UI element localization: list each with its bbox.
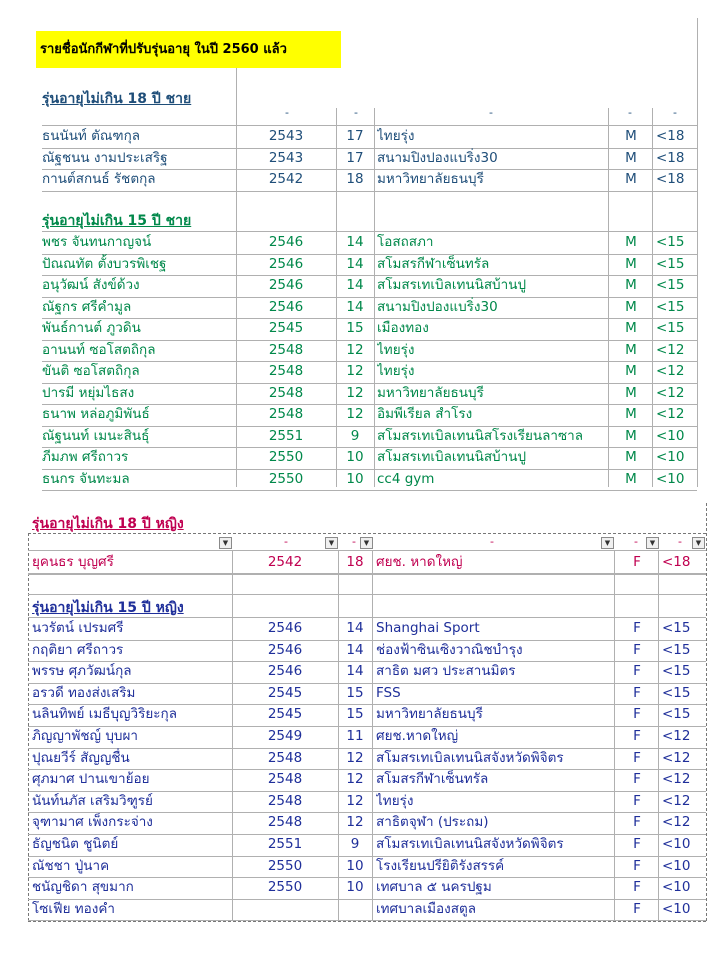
club-cell[interactable]: มหาวิทยาลัยธนบุรี <box>377 384 484 401</box>
age-class-cell[interactable]: <15 <box>662 663 691 680</box>
age-cell[interactable]: 18 <box>346 554 364 570</box>
birth-year-cell[interactable]: 2543 <box>268 149 304 166</box>
age-class-cell[interactable]: <10 <box>656 449 685 465</box>
age-class-cell[interactable]: <10 <box>662 857 691 874</box>
age-cell[interactable]: 12 <box>346 792 364 809</box>
birth-year-cell[interactable]: 2548 <box>268 341 304 358</box>
age-class-cell[interactable]: <18 <box>656 171 685 187</box>
birth-year-cell[interactable]: 2549 <box>267 728 303 744</box>
age-cell[interactable]: 14 <box>346 620 364 636</box>
player-name-cell[interactable]: ณัฐกร ศรีคำมูล <box>42 298 132 315</box>
club-cell[interactable]: ศยช. หาดใหญ่ <box>376 554 463 570</box>
gender-cell[interactable]: M <box>625 277 637 293</box>
grid-line <box>42 191 697 192</box>
birth-year-cell[interactable]: 2546 <box>268 234 304 250</box>
birth-year-cell[interactable]: 2548 <box>268 406 304 422</box>
age-cell[interactable]: 14 <box>346 277 364 293</box>
age-class-cell[interactable]: <10 <box>662 900 691 917</box>
table-row[interactable] <box>0 232 720 253</box>
age-cell[interactable]: 12 <box>346 406 364 422</box>
club-cell[interactable]: FSS <box>376 684 401 701</box>
player-name-cell[interactable]: นวรัตน์ เปรมศรี <box>32 620 124 636</box>
gender-cell[interactable]: M <box>625 128 637 144</box>
player-name-cell[interactable]: ปารมี หยุ่มไธสง <box>42 384 135 401</box>
age-class-cell[interactable]: <12 <box>662 814 691 831</box>
birth-year-cell[interactable]: 2551 <box>267 836 303 852</box>
birth-year-cell[interactable]: 2548 <box>267 749 303 766</box>
section-heading-girls-u18: รุ่นอายุไม่เกิน 18 ปี หญิง <box>32 516 184 532</box>
birth-year-cell[interactable]: 2551 <box>268 427 304 444</box>
table-row[interactable] <box>0 552 720 573</box>
gender-cell[interactable]: M <box>625 363 637 379</box>
birth-year-cell[interactable]: 2548 <box>267 771 303 788</box>
gender-cell[interactable]: M <box>625 255 637 272</box>
player-name-cell[interactable]: ณัชชา ปู่นาค <box>32 857 110 874</box>
table-row[interactable] <box>0 404 720 425</box>
player-name-cell[interactable]: พชร จันทนกาญจน์ <box>42 234 152 250</box>
table-row[interactable] <box>0 383 720 404</box>
table-row[interactable] <box>0 834 720 855</box>
player-name-cell[interactable]: พรรษ ศุภวัฒน์กุล <box>32 663 132 680</box>
birth-year-cell[interactable]: 2545 <box>267 684 303 701</box>
filter-dropdown-icon[interactable]: ▼ <box>601 537 614 549</box>
gender-cell[interactable]: M <box>625 470 637 487</box>
table-row[interactable] <box>0 640 720 661</box>
club-cell[interactable]: สโมสรเทเบิลเทนนิสบ้านปู <box>377 449 527 465</box>
filter-dash: - <box>490 535 494 548</box>
age-cell[interactable]: 9 <box>350 427 360 444</box>
birth-year-cell[interactable]: 2545 <box>268 320 304 336</box>
age-class-cell[interactable]: <18 <box>656 128 685 144</box>
filter-dash: - <box>354 106 358 119</box>
age-class-cell[interactable]: <15 <box>662 620 691 636</box>
filter-dash: - <box>634 535 638 548</box>
table-row[interactable] <box>0 683 720 704</box>
club-cell[interactable]: สโมสรเทเบิลเทนนิสโรงเรียนลาซาล <box>377 427 584 444</box>
grid-line <box>28 920 706 921</box>
club-cell[interactable]: ศยช.หาดใหญ่ <box>376 728 459 744</box>
club-cell[interactable]: มหาวิทยาลัยธนบุรี <box>377 171 484 187</box>
age-class-cell[interactable]: <10 <box>656 427 685 444</box>
club-cell[interactable]: Shanghai Sport <box>376 620 480 636</box>
gender-cell[interactable]: F <box>633 836 641 852</box>
grid-line <box>28 594 706 595</box>
player-name-cell[interactable]: นันท์นภัส เสริมวิฑูรย์ <box>32 792 153 809</box>
age-cell[interactable]: 12 <box>346 771 364 788</box>
filter-dash: - <box>678 535 682 548</box>
age-cell[interactable]: 17 <box>346 149 364 166</box>
table-row[interactable] <box>0 148 720 169</box>
age-cell[interactable]: 12 <box>346 749 364 766</box>
age-class-cell[interactable]: <12 <box>656 341 685 358</box>
player-name-cell[interactable]: ปุณยวีร์ สัญญชื่น <box>32 749 130 766</box>
table-row[interactable] <box>0 856 720 877</box>
age-cell[interactable]: 14 <box>346 255 364 272</box>
gender-cell[interactable]: M <box>625 149 637 166</box>
player-name-cell[interactable]: พันธ์กานต์ ภูวดิน <box>42 320 141 336</box>
birth-year-cell[interactable]: 2542 <box>268 171 304 187</box>
filter-dropdown-icon[interactable]: ▼ <box>646 537 659 549</box>
table-row[interactable] <box>0 275 720 296</box>
table-row[interactable] <box>0 318 720 339</box>
birth-year-cell[interactable]: 2550 <box>267 857 303 874</box>
grid-line <box>28 550 706 551</box>
age-class-cell[interactable]: <12 <box>662 792 691 809</box>
club-cell[interactable]: มหาวิทยาลัยธนบุรี <box>376 706 483 723</box>
gender-cell[interactable]: F <box>633 663 641 680</box>
club-cell[interactable]: เทศบาลเมืองสตูล <box>376 900 476 917</box>
birth-year-cell[interactable]: 2548 <box>267 814 303 831</box>
club-cell[interactable]: เมืองทอง <box>377 320 429 336</box>
age-class-cell[interactable]: <18 <box>656 149 685 166</box>
player-name-cell[interactable]: ภิญญาพัชญ์ บุบผา <box>32 728 138 744</box>
age-cell[interactable]: 12 <box>346 814 364 831</box>
section-heading-boys-u15: รุ่นอายุไม่เกิน 15 ปี ชาย <box>42 213 192 229</box>
birth-year-cell[interactable]: 2548 <box>268 384 304 401</box>
filter-dash: - <box>284 535 288 548</box>
gender-cell[interactable]: F <box>633 749 641 766</box>
age-class-cell[interactable]: <10 <box>656 470 685 487</box>
table-row[interactable] <box>0 297 720 318</box>
table-row[interactable] <box>0 769 720 790</box>
club-cell[interactable]: สโมสรเทเบิลเทนนิสจังหวัดพิจิตร <box>376 836 564 852</box>
gender-cell[interactable]: M <box>625 427 637 444</box>
player-name-cell[interactable]: ธนนันท์ ตัณฑกุล <box>42 128 141 144</box>
birth-year-cell[interactable]: 2548 <box>268 363 304 379</box>
club-cell[interactable]: ไทยรุ่ง <box>377 341 415 358</box>
club-cell[interactable]: สโมสรเทเบิลเทนนิสบ้านปู <box>377 277 527 293</box>
player-name-cell[interactable]: ธนาพ หล่อภูมิพันธ์ <box>42 406 150 422</box>
birth-year-cell[interactable]: 2543 <box>268 128 304 144</box>
club-cell[interactable]: สโมสรเทเบิลเทนนิสจังหวัดพิจิตร <box>376 749 564 766</box>
age-cell[interactable]: 15 <box>346 684 364 701</box>
gender-cell[interactable]: F <box>633 857 641 874</box>
grid-line <box>42 490 697 491</box>
club-cell[interactable]: สนามปิงปองแบริ่ง30 <box>377 298 498 315</box>
player-name-cell[interactable]: อรวดี ทองส่งเสริม <box>32 684 136 701</box>
player-name-cell[interactable]: โซเฟีย ทองคำ <box>32 900 115 917</box>
age-class-cell[interactable]: <15 <box>662 641 691 658</box>
gender-cell[interactable]: M <box>625 449 637 465</box>
club-cell[interactable]: สาธิตจุฬา (ประถม) <box>376 814 489 831</box>
club-cell[interactable]: สนามปิงปองแบริ่ง30 <box>377 149 498 166</box>
filter-dropdown-icon[interactable]: ▼ <box>325 537 338 549</box>
club-cell[interactable]: สาธิต มศว ประสานมิตร <box>376 663 516 680</box>
club-cell[interactable]: สโมสรกีฬาเซ็นทรัล <box>377 255 490 272</box>
age-class-cell[interactable]: <18 <box>662 554 691 570</box>
player-name-cell[interactable]: ณัฐชนน งามประเสริฐ <box>42 149 168 166</box>
birth-year-cell[interactable]: 2546 <box>267 663 303 680</box>
birth-year-cell[interactable]: 2550 <box>268 470 304 487</box>
age-class-cell[interactable]: <10 <box>662 836 691 852</box>
age-class-cell[interactable]: <10 <box>662 879 691 896</box>
table-row[interactable] <box>0 426 720 447</box>
gender-cell[interactable]: F <box>633 900 641 917</box>
player-name-cell[interactable]: ธนกร จันทะมล <box>42 470 130 487</box>
table-row[interactable] <box>0 169 720 190</box>
age-cell[interactable]: 11 <box>346 728 364 744</box>
section-heading-girls-u15: รุ่นอายุไม่เกิน 15 ปี หญิง <box>32 600 184 616</box>
birth-year-cell[interactable]: 2546 <box>267 641 303 658</box>
filter-dash: - <box>352 535 356 548</box>
birth-year-cell[interactable]: 2548 <box>267 792 303 809</box>
age-class-cell[interactable]: <15 <box>656 234 685 250</box>
gender-cell[interactable]: F <box>633 641 641 658</box>
age-class-cell[interactable]: <15 <box>662 706 691 723</box>
club-cell[interactable]: โรงเรียนปรียิติรังสรรค์ <box>376 857 505 874</box>
player-name-cell[interactable]: นลินทิพย์ เมธีบุญวิริยะกุล <box>32 706 177 723</box>
age-cell[interactable]: 12 <box>346 384 364 401</box>
table-row[interactable] <box>0 361 720 382</box>
club-cell[interactable]: ไทยรุ่ง <box>377 363 415 379</box>
gender-cell[interactable]: F <box>633 771 641 788</box>
club-cell[interactable]: cc4 gym <box>377 470 435 487</box>
table-row[interactable] <box>0 812 720 833</box>
table-row[interactable] <box>0 254 720 275</box>
player-name-cell[interactable]: กฤติยา ศรีถาวร <box>32 641 124 658</box>
table-row[interactable] <box>0 469 720 490</box>
table-row[interactable] <box>0 877 720 898</box>
age-class-cell[interactable]: <12 <box>662 728 691 744</box>
table-row[interactable] <box>0 661 720 682</box>
gender-cell[interactable]: F <box>633 620 641 636</box>
club-cell[interactable]: ไทยรุ่ง <box>377 128 415 144</box>
player-name-cell[interactable]: ปัณณทัต ตั้งบวรพิเชฐ <box>42 255 167 272</box>
age-class-cell[interactable]: <12 <box>656 363 685 379</box>
age-cell[interactable]: 14 <box>346 641 364 658</box>
club-cell[interactable]: ช่องฟ้าซินเซิงวาณิชบำรุง <box>376 641 523 658</box>
birth-year-cell[interactable]: 2550 <box>268 449 304 465</box>
birth-year-cell[interactable]: 2546 <box>268 298 304 315</box>
filter-dash: - <box>673 106 677 119</box>
sheet-title: รายชื่อนักกีฬาที่ปรับรุ่นอายุ ในปี 2560 แล้ว <box>36 31 341 68</box>
section-heading-boys-u18: รุ่นอายุไม่เกิน 18 ปี ชาย <box>42 91 192 107</box>
club-cell[interactable]: อิมพีเรียล สำโรง <box>377 406 473 422</box>
gender-cell[interactable]: M <box>625 384 637 401</box>
player-name-cell[interactable]: ภีมภพ ศรีถาวร <box>42 449 129 465</box>
gender-cell[interactable]: M <box>625 341 637 358</box>
age-cell[interactable]: 15 <box>346 320 364 336</box>
player-name-cell[interactable]: อนุวัฒน์ สังข์ด้วง <box>42 277 140 293</box>
player-name-cell[interactable]: ณัฐนนท์ เมนะสินธุ์ <box>42 427 150 444</box>
player-name-cell[interactable]: ชนัญชิดา สุขมาก <box>32 879 134 896</box>
gender-cell[interactable]: M <box>625 406 637 422</box>
age-class-cell[interactable]: <12 <box>662 749 691 766</box>
gender-cell[interactable]: F <box>633 684 641 701</box>
filter-dash: - <box>628 106 632 119</box>
birth-year-cell[interactable]: 2546 <box>268 255 304 272</box>
birth-year-cell[interactable]: 2546 <box>267 620 303 636</box>
age-class-cell[interactable]: <15 <box>656 320 685 336</box>
gender-cell[interactable]: M <box>625 298 637 315</box>
player-name-cell[interactable]: จุฑามาศ เพ็งกระจ่าง <box>32 814 153 831</box>
gender-cell[interactable]: F <box>633 792 641 809</box>
age-class-cell[interactable]: <12 <box>656 384 685 401</box>
age-cell[interactable]: 9 <box>350 836 360 852</box>
age-class-cell[interactable]: <12 <box>656 406 685 422</box>
age-cell[interactable]: 10 <box>346 879 364 896</box>
age-cell[interactable]: 18 <box>346 171 364 187</box>
player-name-cell[interactable]: ศุภมาศ ปานเขาย้อย <box>32 771 150 788</box>
player-name-cell[interactable]: กานต์สกนธ์ รัชตกุล <box>42 171 156 187</box>
gender-cell[interactable]: F <box>633 706 641 723</box>
table-row[interactable] <box>0 618 720 639</box>
filter-dropdown-icon[interactable]: ▼ <box>692 537 705 549</box>
age-cell[interactable]: 15 <box>346 706 364 723</box>
table-row[interactable] <box>0 726 720 747</box>
filter-dash: - <box>285 106 289 119</box>
age-class-cell[interactable]: <15 <box>656 255 685 272</box>
gender-cell[interactable]: M <box>625 320 637 336</box>
player-name-cell[interactable]: ยุคนธร บุญศรี <box>32 554 114 570</box>
filter-dropdown-icon[interactable]: ▼ <box>219 537 232 549</box>
age-class-cell[interactable]: <15 <box>662 684 691 701</box>
club-cell[interactable]: ไทยรุ่ง <box>376 792 414 809</box>
age-cell[interactable]: 17 <box>346 128 364 144</box>
age-cell[interactable]: 10 <box>346 449 364 465</box>
player-name-cell[interactable]: ขันติ ซอโสตถิกุล <box>42 363 140 379</box>
club-cell[interactable]: สโมสรกีฬาเซ็นทรัล <box>376 771 489 788</box>
age-cell[interactable]: 12 <box>346 363 364 379</box>
age-class-cell[interactable]: <12 <box>662 771 691 788</box>
table-row[interactable] <box>0 791 720 812</box>
filter-dropdown-icon[interactable]: ▼ <box>360 537 373 549</box>
table-row[interactable] <box>0 748 720 769</box>
gender-cell[interactable]: M <box>625 171 637 187</box>
age-class-cell[interactable]: <15 <box>656 298 685 315</box>
gender-cell[interactable]: F <box>633 554 641 570</box>
gender-cell[interactable]: F <box>633 728 641 744</box>
player-name-cell[interactable]: อานนท์ ซอโสตถิกุล <box>42 341 156 358</box>
age-cell[interactable]: 12 <box>346 341 364 358</box>
age-cell[interactable]: 10 <box>346 470 364 487</box>
table-row[interactable] <box>0 899 720 920</box>
gender-cell[interactable]: F <box>633 814 641 831</box>
club-cell[interactable]: เทศบาล ๕ นครปฐม <box>376 879 492 896</box>
table-row[interactable] <box>0 340 720 361</box>
age-cell[interactable]: 14 <box>346 663 364 680</box>
birth-year-cell[interactable]: 2550 <box>267 879 303 896</box>
birth-year-cell[interactable]: 2542 <box>267 554 303 570</box>
table-row[interactable] <box>0 704 720 725</box>
table-row[interactable] <box>0 447 720 468</box>
player-name-cell[interactable]: ธัญชนิต ชูนิตย์ <box>32 836 119 852</box>
grid-line <box>28 573 706 574</box>
gender-cell[interactable]: M <box>625 234 637 250</box>
club-cell[interactable]: โอสถสภา <box>377 234 434 250</box>
gender-cell[interactable]: F <box>633 879 641 896</box>
birth-year-cell[interactable]: 2546 <box>268 277 304 293</box>
age-cell[interactable]: 10 <box>346 857 364 874</box>
filter-dash: - <box>489 106 493 119</box>
age-cell[interactable]: 14 <box>346 298 364 315</box>
age-class-cell[interactable]: <15 <box>656 277 685 293</box>
table-row[interactable] <box>0 126 720 147</box>
age-cell[interactable]: 14 <box>346 234 364 250</box>
birth-year-cell[interactable]: 2545 <box>267 706 303 723</box>
